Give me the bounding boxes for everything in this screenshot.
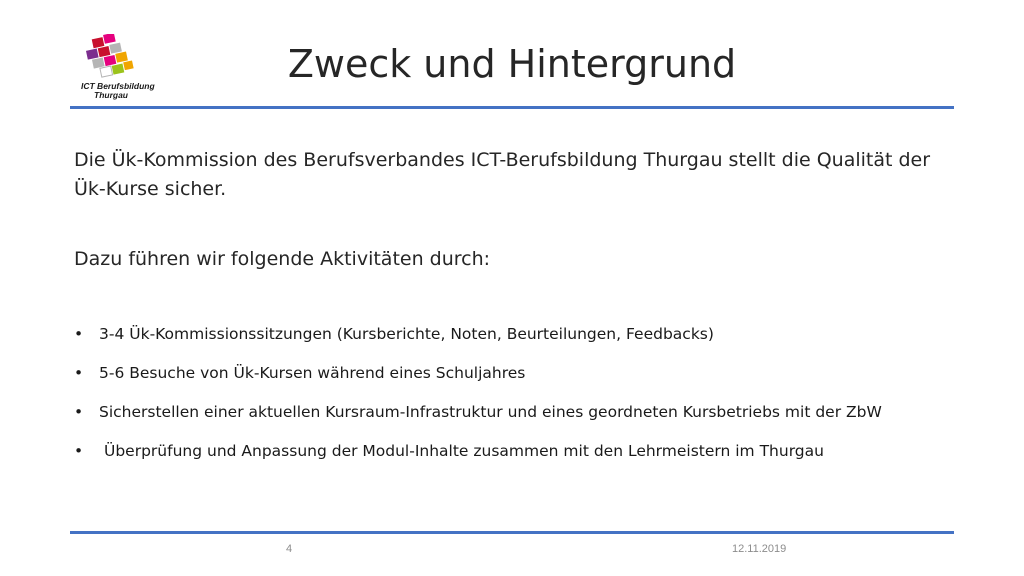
list-item [74, 398, 994, 437]
bullet-icon: • [74, 325, 84, 343]
title-divider [70, 106, 954, 109]
list-item-text: 3-4 Ük-Kommissionssitzungen (Kursberichte, Noten, Beurteilungen, Feedbacks) [99, 325, 714, 343]
list-item-text: 5-6 Besuche von Ük-Kursen während eines Schuljahres [99, 364, 526, 382]
slide-title: Zweck und Hintergrund [287, 42, 737, 86]
list-item [74, 437, 994, 476]
list-item-text: Überprüfung und Anpassung der Modul-Inhalte zusammen mit den Lehrmeistern im Thurgau [104, 442, 824, 460]
slide-number: 4 [286, 543, 293, 555]
slide-date: 12.11.2019 [732, 543, 787, 555]
lead-text: Dazu führen wir folgende Aktivitäten durch: [74, 248, 491, 270]
intro-paragraph: Die Ük-Kommission des Berufsverbandes ICT-Berufsbildung Thurgau stellt die Qualität der Ük-Kurse sicher. [74, 149, 931, 200]
bullet-icon: • [74, 364, 84, 382]
list-item [74, 359, 994, 398]
logo-line-1: ICT Berufsbildung [81, 81, 155, 91]
bullet-icon: • [74, 403, 84, 421]
footer-divider [70, 531, 954, 534]
list-item-text: Sicherstellen einer aktuellen Kursraum-Infrastruktur und eines geordneten Kursbetriebs mit der ZbW [99, 403, 882, 421]
list-item [74, 320, 994, 359]
logo-line-2: Thurgau [94, 90, 128, 100]
bullet-icon: • [74, 442, 84, 460]
activity-list [74, 320, 994, 476]
